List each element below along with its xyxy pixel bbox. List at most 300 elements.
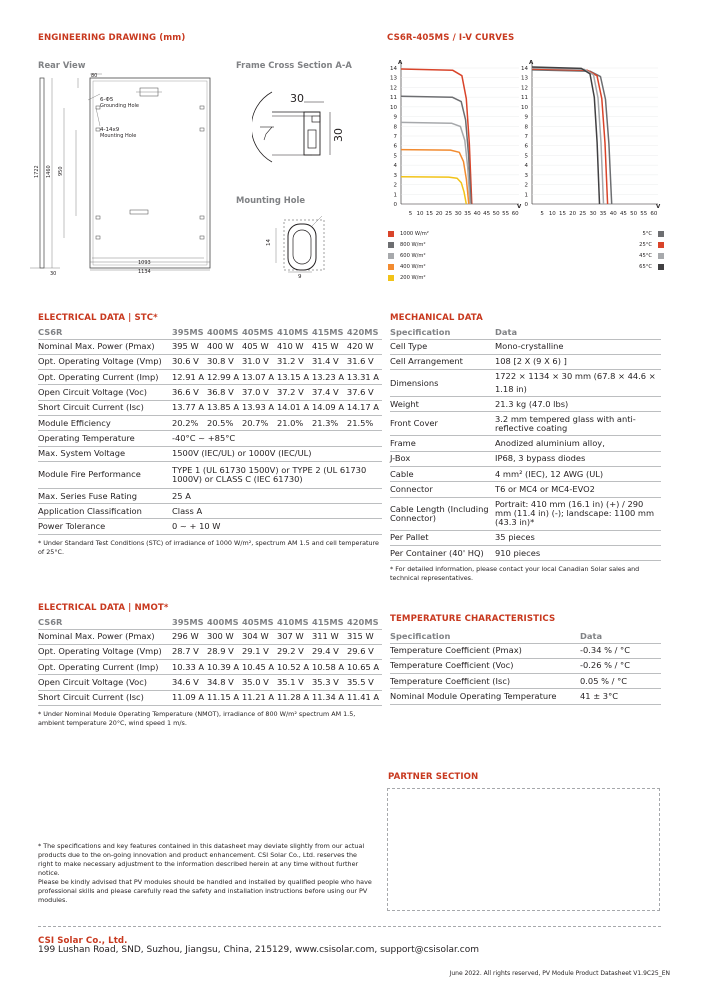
temp-cell: -0.26 % / °C [580, 658, 661, 673]
engineering-title: ENGINEERING DRAWING (mm) [38, 33, 186, 43]
stc-cell: 1500V (IEC/UL) or 1000V (IEC/UL) [172, 446, 382, 461]
nmot-header-cell: 415MS [312, 616, 347, 629]
nmot-cell: Opt. Operating Current (Imp) [38, 660, 172, 675]
stc-cell: 14.09 A [312, 400, 347, 415]
mounting-label: 4-14x9 [100, 127, 120, 133]
stc-cell: 13.23 A [312, 370, 347, 385]
mech-row [390, 436, 661, 451]
y-tick-label: 0 [393, 202, 397, 208]
nmot-header-cell: 395MS [172, 616, 207, 629]
x-tick-label: 55 [502, 211, 510, 217]
stc-header-cell: 410MS [277, 326, 312, 339]
mech-cell: 35 pieces [495, 530, 661, 545]
mech-cell: Cell Arrangement [390, 354, 495, 369]
x-tick-label: 45 [619, 211, 627, 217]
y-tick-label: 12 [521, 85, 528, 92]
mech-table-wrap [390, 326, 661, 583]
nmot-cell: 35.1 V [277, 675, 312, 690]
legend-label: 600 W/m² [400, 252, 426, 259]
temp-header-cell: Data [580, 630, 661, 643]
nmot-header-cell: CS6R [38, 616, 172, 629]
temp-header-cell: Specification [390, 630, 580, 643]
y-axis-unit: A [529, 60, 534, 66]
stc-cell: 37.4 V [312, 385, 347, 400]
stc-row [38, 461, 382, 488]
mech-table [390, 326, 661, 561]
nmot-cell: 35.5 V [347, 675, 382, 690]
x-tick-label: 30 [589, 211, 597, 217]
x-tick-label: 40 [473, 211, 481, 217]
y-tick-label: 6 [524, 143, 528, 150]
mech-cell: 910 pieces [495, 545, 661, 560]
stc-cell: Operating Temperature [38, 431, 172, 446]
y-tick-label: 3 [524, 172, 528, 179]
temp-header-row [390, 630, 661, 643]
legend-label: 800 W/m² [400, 241, 426, 248]
mounting-hole-drawing [262, 208, 337, 280]
stc-cell: 30.8 V [207, 354, 242, 369]
mech-cell: Cable [390, 466, 495, 481]
nmot-header-row [38, 616, 382, 629]
stc-header-cell: 420MS [347, 326, 382, 339]
stc-cell: 0 ~ + 10 W [172, 519, 382, 534]
legend-swatch-25c [658, 242, 664, 248]
legend-swatch-45c [658, 253, 664, 259]
nmot-cell: 11.21 A [242, 690, 277, 705]
temp-row [390, 658, 661, 673]
iv-chart-irradiance [383, 46, 523, 224]
stc-cell: 415 W [312, 339, 347, 354]
stc-note: * Under Standard Test Conditions (STC) of irradiance of 1000 W/m², spectrum AM 1.5 and cell temperature of 25°C. [38, 538, 379, 556]
y-tick-label: 11 [521, 95, 528, 102]
stc-header-cell: 415MS [312, 326, 347, 339]
x-axis-unit: V [517, 204, 522, 210]
stc-cell: 12.99 A [207, 370, 242, 385]
mech-cell: Per Pallet [390, 530, 495, 545]
nmot-header-cell: 420MS [347, 616, 382, 629]
y-tick-label: 6 [393, 143, 397, 150]
stc-cell: 21.0% [277, 415, 312, 430]
nmot-cell: 10.65 A [347, 660, 382, 675]
x-tick-label: 5 [540, 211, 544, 217]
legend-item [388, 250, 448, 261]
mech-row [390, 545, 661, 560]
nmot-cell: 29.4 V [312, 644, 347, 659]
stc-cell: 410 W [277, 339, 312, 354]
mech-cell: T6 or MC4 or MC4-EVO2 [495, 482, 661, 497]
nmot-cell: Short Circuit Current (Isc) [38, 690, 172, 705]
temp-row [390, 689, 661, 704]
mech-row [390, 412, 661, 436]
stc-cell: -40°C ~ +85°C [172, 431, 382, 446]
stc-cell: 37.2 V [277, 385, 312, 400]
nmot-cell: 296 W [172, 629, 207, 644]
stc-cell: 13.15 A [277, 370, 312, 385]
stc-cell: Opt. Operating Voltage (Vmp) [38, 354, 172, 369]
nmot-title: ELECTRICAL DATA | NMOT* [38, 603, 169, 613]
stc-cell: 36.8 V [207, 385, 242, 400]
stc-table [38, 326, 382, 535]
stc-cell: 37.6 V [347, 385, 382, 400]
nmot-cell: 29.2 V [277, 644, 312, 659]
nmot-cell: 29.1 V [242, 644, 277, 659]
nmot-cell: 11.34 A [312, 690, 347, 705]
nmot-cell: 311 W [312, 629, 347, 644]
x-tick-label: 40 [609, 211, 617, 217]
grounding-label: 6-Φ5 [100, 97, 114, 103]
legend-item [620, 239, 664, 250]
legend-label: 1000 W/m² [400, 230, 429, 237]
x-tick-label: 55 [640, 211, 648, 217]
grounding-hole-label: Grounding Hole [100, 103, 139, 109]
nmot-cell: 34.8 V [207, 675, 242, 690]
stc-cell: 14.17 A [347, 400, 382, 415]
cross-dim-30-top: 30 [290, 92, 304, 105]
y-tick-label: 11 [390, 95, 397, 102]
temp-row [390, 674, 661, 689]
legend-swatch-65c [658, 264, 664, 270]
stc-row [38, 415, 382, 430]
legend-label: 65°C [639, 263, 652, 270]
partner-title: PARTNER SECTION [388, 772, 479, 782]
stc-row [38, 400, 382, 415]
mech-row [390, 354, 661, 369]
x-tick-label: 50 [492, 211, 500, 217]
rear-view-drawing [30, 70, 220, 280]
y-tick-label: 10 [390, 104, 397, 111]
temp-cell: Temperature Coefficient (Voc) [390, 658, 580, 673]
stc-row [38, 488, 382, 503]
copyright: June 2022. All rights reserved, PV Module Product Datasheet V1.9C25_EN [449, 970, 670, 977]
mech-cell: 21.3 kg (47.0 lbs) [495, 397, 661, 412]
nmot-header-cell: 400MS [207, 616, 242, 629]
y-tick-label: 2 [524, 182, 528, 189]
temp-title: TEMPERATURE CHARACTERISTICS [390, 614, 556, 624]
mech-row [390, 451, 661, 466]
stc-header-cell: 395MS [172, 326, 207, 339]
temp-cell: Nominal Module Operating Temperature [390, 689, 580, 704]
dim-30: 30 [50, 271, 57, 277]
mech-row [390, 397, 661, 412]
x-tick-label: 20 [435, 211, 443, 217]
mech-cell: Dimensions [390, 370, 495, 397]
footer-divider [38, 926, 661, 927]
nmot-cell: Open Circuit Voltage (Voc) [38, 675, 172, 690]
mech-cell: Per Container (40' HQ) [390, 545, 495, 560]
stc-cell: Max. Series Fuse Rating [38, 488, 172, 503]
temp-cell: 0.05 % / °C [580, 674, 661, 689]
stc-cell: Module Fire Performance [38, 461, 172, 488]
mech-cell: Connector [390, 482, 495, 497]
y-tick-label: 7 [524, 134, 528, 140]
stc-row [38, 370, 382, 385]
frame-cross-section [252, 72, 362, 177]
mech-row [390, 370, 661, 397]
y-tick-label: 9 [393, 114, 397, 121]
iv-title: CS6R-405MS / I-V CURVES [387, 33, 515, 43]
y-tick-label: 14 [390, 66, 397, 72]
nmot-cell: 304 W [242, 629, 277, 644]
mech-row [390, 466, 661, 481]
nmot-row [38, 690, 382, 705]
stc-cell: Opt. Operating Current (Imp) [38, 370, 172, 385]
x-tick-label: 60 [511, 211, 519, 217]
stc-cell: 13.07 A [242, 370, 277, 385]
mech-cell: Weight [390, 397, 495, 412]
stc-cell: 31.0 V [242, 354, 277, 369]
mech-header-cell: Specification [390, 326, 495, 339]
x-tick-label: 50 [630, 211, 638, 217]
x-tick-label: 10 [548, 211, 556, 217]
mech-title: MECHANICAL DATA [390, 313, 483, 323]
legend-swatch-800 [388, 242, 394, 248]
y-tick-label: 9 [524, 114, 528, 121]
temp-cell: 41 ± 3°C [580, 689, 661, 704]
mech-cell: Cell Type [390, 339, 495, 354]
stc-header-row [38, 326, 382, 339]
y-tick-label: 5 [393, 153, 397, 160]
nmot-table-wrap [38, 616, 382, 728]
disclaimer-paragraph: * The specifications and key features contained in this datasheet may deviate slightly from our actual products due to the on-going innovation and product enhancement. CSI Solar Co., Ltd. reserves the right to make necessary adjustment to the information described herein at any time without further notice. [38, 842, 365, 877]
x-tick-label: 20 [569, 211, 577, 217]
nmot-row [38, 644, 382, 659]
stc-cell: 13.77 A [172, 400, 207, 415]
stc-cell: 13.93 A [242, 400, 277, 415]
legend-item [388, 239, 448, 250]
legend-item [388, 261, 448, 272]
stc-cell: 36.6 V [172, 385, 207, 400]
legend-swatch-400 [388, 264, 394, 270]
stc-cell: 20.2% [172, 415, 207, 430]
y-tick-label: 10 [521, 104, 528, 111]
stc-cell: Power Tolerance [38, 519, 172, 534]
y-tick-label: 2 [393, 182, 397, 189]
y-tick-label: 4 [524, 163, 528, 170]
temp-cell: -0.34 % / °C [580, 643, 661, 658]
nmot-cell: 28.9 V [207, 644, 242, 659]
mech-cell: 108 [2 X (9 X 6) ] [495, 354, 661, 369]
x-tick-label: 25 [445, 211, 453, 217]
nmot-cell: 34.6 V [172, 675, 207, 690]
legend-item [620, 250, 664, 261]
stc-row [38, 446, 382, 461]
nmot-cell: 29.6 V [347, 644, 382, 659]
dim-1460: 1460 [46, 165, 52, 178]
x-axis-unit: V [656, 204, 661, 210]
stc-row [38, 431, 382, 446]
x-tick-label: 35 [599, 211, 607, 217]
legend-label: 25°C [639, 241, 652, 248]
stc-cell: 25 A [172, 488, 382, 503]
nmot-cell: 10.52 A [277, 660, 312, 675]
hole-dim-14: 14 [266, 239, 272, 246]
legend-label: 5°C [642, 230, 652, 237]
stc-cell: 30.6 V [172, 354, 207, 369]
y-tick-label: 14 [521, 66, 528, 72]
x-tick-label: 15 [426, 211, 434, 217]
mech-row [390, 482, 661, 497]
y-tick-label: 4 [393, 163, 397, 170]
nmot-cell: 28.7 V [172, 644, 207, 659]
legend-temperature [620, 228, 664, 272]
stc-cell: Application Classification [38, 504, 172, 519]
y-tick-label: 7 [393, 134, 397, 140]
stc-cell: 400 W [207, 339, 242, 354]
nmot-cell: 10.39 A [207, 660, 242, 675]
y-tick-label: 13 [521, 75, 528, 82]
stc-cell: Module Efficiency [38, 415, 172, 430]
y-tick-label: 8 [393, 124, 397, 131]
stc-cell: Nominal Max. Power (Pmax) [38, 339, 172, 354]
nmot-cell: Nominal Max. Power (Pmax) [38, 629, 172, 644]
y-tick-label: 5 [524, 153, 528, 160]
y-tick-label: 12 [390, 85, 397, 92]
mech-cell: 1722 × 1134 × 30 mm (67.8 × 44.6 × 1.18 in) [495, 370, 661, 397]
stc-header-cell: 405MS [242, 326, 277, 339]
mech-row [390, 497, 661, 530]
nmot-row [38, 660, 382, 675]
stc-cell: 395 W [172, 339, 207, 354]
nmot-header-cell: 410MS [277, 616, 312, 629]
nmot-table [38, 616, 382, 706]
stc-table-wrap [38, 326, 382, 557]
legend-label: 45°C [639, 252, 652, 259]
temp-row [390, 643, 661, 658]
nmot-cell: 300 W [207, 629, 242, 644]
mech-row [390, 530, 661, 545]
nmot-cell: 11.41 A [347, 690, 382, 705]
y-axis-unit: A [398, 60, 403, 66]
mech-cell: Frame [390, 436, 495, 451]
legend-item [620, 228, 664, 239]
nmot-cell: 11.09 A [172, 690, 207, 705]
legend-item [388, 272, 448, 283]
x-tick-label: 25 [579, 211, 587, 217]
stc-cell: 13.31 A [347, 370, 382, 385]
nmot-cell: 11.15 A [207, 690, 242, 705]
stc-cell: 21.3% [312, 415, 347, 430]
y-tick-label: 13 [390, 75, 397, 82]
iv-chart-temperature [511, 46, 664, 224]
stc-cell: 13.85 A [207, 400, 242, 415]
iv-curve-irr-3 [401, 122, 470, 204]
mech-row [390, 339, 661, 354]
stc-row [38, 385, 382, 400]
stc-row [38, 339, 382, 354]
nmot-cell: 315 W [347, 629, 382, 644]
x-tick-label: 15 [558, 211, 566, 217]
stc-cell: 20.5% [207, 415, 242, 430]
nmot-cell: 10.33 A [172, 660, 207, 675]
mech-header-cell: Data [495, 326, 661, 339]
mech-cell: 3.2 mm tempered glass with anti-reflective coating [495, 412, 661, 436]
iv-curve-irr-5 [401, 177, 466, 204]
temp-table [390, 630, 661, 705]
stc-header-cell: 400MS [207, 326, 242, 339]
stc-cell: 405 W [242, 339, 277, 354]
nmot-cell: 10.58 A [312, 660, 347, 675]
stc-cell: Short Circuit Current (Isc) [38, 400, 172, 415]
stc-cell: 31.2 V [277, 354, 312, 369]
y-tick-label: 0 [524, 202, 528, 208]
y-tick-label: 8 [524, 124, 528, 131]
frame-cross-label: Frame Cross Section A-A [236, 60, 352, 70]
legend-swatch-1000 [388, 231, 394, 237]
legend-item [388, 228, 448, 239]
nmot-cell: Opt. Operating Voltage (Vmp) [38, 644, 172, 659]
x-tick-label: 5 [408, 211, 413, 217]
disclaimer-paragraph: Please be kindly advised that PV modules should be handled and installed by qualified people who have professional skills and please carefully read the safety and installation instructions before using our PV modules. [38, 878, 372, 904]
mech-note: * For detailed information, please contact your local Canadian Solar sales and technical representatives. [390, 565, 640, 583]
disclaimer [38, 842, 373, 905]
legend-item [620, 261, 664, 272]
dim-top-80: 80 [91, 73, 98, 79]
mech-cell: Mono-crystalline [495, 339, 661, 354]
nmot-cell: 11.28 A [277, 690, 312, 705]
nmot-row [38, 629, 382, 644]
stc-cell: 31.6 V [347, 354, 382, 369]
cross-dim-30-side: 30 [332, 128, 345, 142]
nmot-note: * Under Nominal Module Operating Temperature (NMOT), irradiance of 800 W/m² spectrum AM 1.5, ambient temperature 20°C, wind speed 1 m/s. [38, 709, 356, 727]
x-tick-label: 10 [416, 211, 424, 217]
mech-cell: Cable Length (Including Connector) [390, 497, 495, 530]
y-tick-label: 3 [393, 172, 397, 179]
nmot-header-cell: 405MS [242, 616, 277, 629]
mech-header-row [390, 326, 661, 339]
rear-view-label: Rear View [38, 60, 86, 70]
mech-cell: Anodized aluminium alloy, [495, 436, 661, 451]
x-tick-label: 30 [454, 211, 462, 217]
mech-cell: J-Box [390, 451, 495, 466]
y-tick-label: 1 [524, 192, 528, 199]
dim-1134: 1134 [138, 269, 151, 275]
stc-cell: 31.4 V [312, 354, 347, 369]
legend-irradiance [388, 228, 448, 283]
nmot-cell: 35.0 V [242, 675, 277, 690]
stc-cell: TYPE 1 (UL 61730 1500V) or TYPE 2 (UL 61730 1000V) or CLASS C (IEC 61730) [172, 461, 382, 488]
stc-row [38, 504, 382, 519]
mounting-hole-small-label: Mounting Hole [100, 133, 137, 139]
stc-cell: Open Circuit Voltage (Voc) [38, 385, 172, 400]
stc-header-cell: CS6R [38, 326, 172, 339]
mech-cell: IP68, 3 bypass diodes [495, 451, 661, 466]
x-tick-label: 35 [464, 211, 472, 217]
nmot-cell: 10.45 A [242, 660, 277, 675]
x-tick-label: 45 [483, 211, 491, 217]
y-tick-label: 1 [393, 192, 397, 199]
stc-row [38, 519, 382, 534]
stc-cell: 14.01 A [277, 400, 312, 415]
dim-1722: 1722 [34, 165, 40, 178]
legend-label: 200 W/m² [400, 274, 426, 281]
legend-swatch-200 [388, 275, 394, 281]
mech-cell: Front Cover [390, 412, 495, 436]
partner-box [387, 788, 660, 911]
legend-swatch-600 [388, 253, 394, 259]
mounting-hole-label: Mounting Hole [236, 195, 306, 205]
stc-cell: 12.91 A [172, 370, 207, 385]
legend-swatch-5c [658, 231, 664, 237]
company-address: 199 Lushan Road, SND, Suzhou, Jiangsu, China, 215129, www.csisolar.com, support@csisolar.com [38, 945, 479, 955]
nmot-row [38, 675, 382, 690]
nmot-cell: 35.3 V [312, 675, 347, 690]
stc-cell: 420 W [347, 339, 382, 354]
mech-cell: Portrait: 410 mm (16.1 in) (+) / 290 mm (11.4 in) (-); landscape: 1100 mm (43.3 in)* [495, 497, 661, 530]
stc-cell: 21.5% [347, 415, 382, 430]
stc-cell: 37.0 V [242, 385, 277, 400]
company-name: CSI Solar Co., Ltd. [38, 936, 128, 946]
hole-dim-9: 9 [298, 274, 302, 280]
